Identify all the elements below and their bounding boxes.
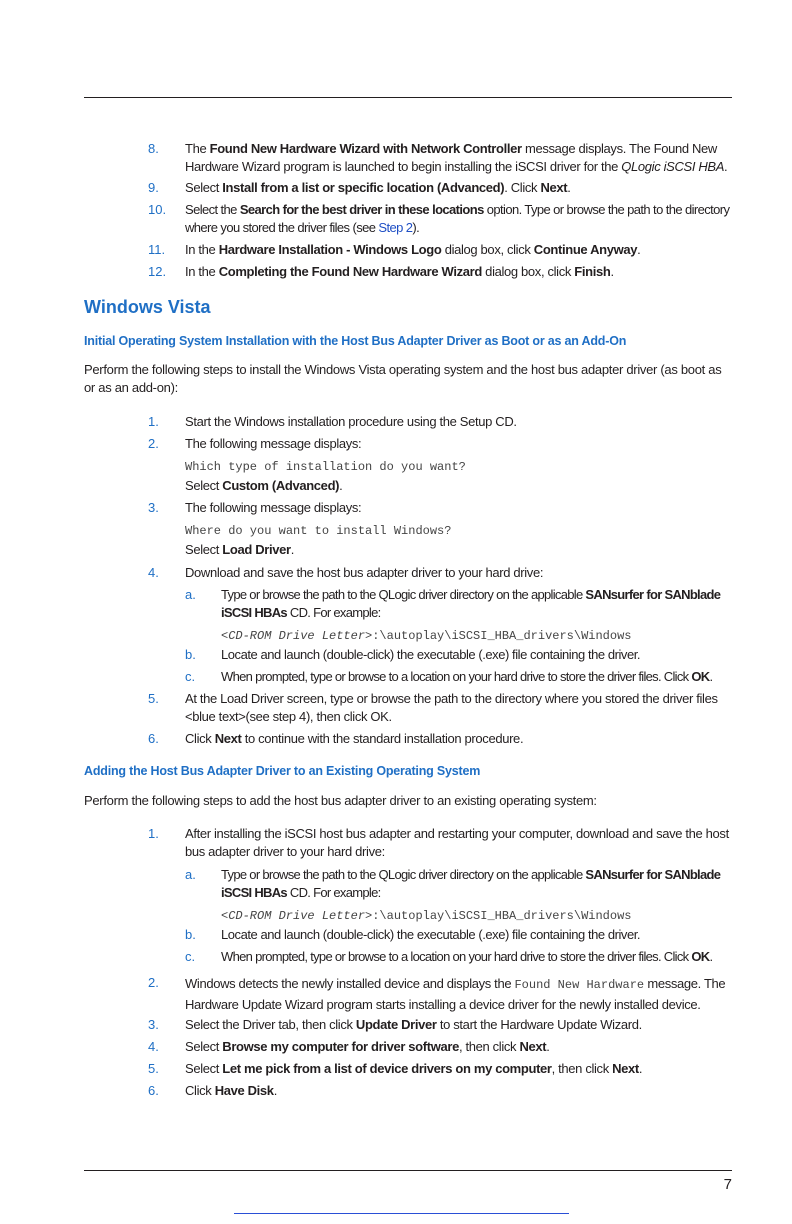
- step-text: In the Completing the Found New Hardware Wizard dialog box, click Finish.: [185, 264, 614, 279]
- step-text: Select Let me pick from a list of device drivers on my computer, then click Next.: [185, 1061, 643, 1076]
- intro-paragraph: Perform the following steps to add the host bus adapter driver to an existing operating system:: [84, 793, 597, 808]
- step-number: 4.: [148, 1039, 159, 1054]
- step-number: 6.: [148, 1083, 159, 1098]
- code-sample: Which type of installation do you want?: [185, 460, 466, 474]
- step-number: 11.: [148, 242, 166, 257]
- substep-letter: b.: [185, 927, 196, 942]
- step-number: 5.: [148, 1061, 159, 1076]
- step-number: 2.: [148, 436, 159, 451]
- substep-text: Type or browse the path to the QLogic driver directory on the applicable SANsurfer for SANblade iSCSI HBAs CD. For example:: [221, 867, 721, 900]
- step-text: The following message displays:: [185, 500, 362, 515]
- step-text: After installing the iSCSI host bus adapter and restarting your computer, download and save the host bus adapter driver to your hard drive:: [185, 826, 729, 859]
- step-text: Select Install from a list or specific location (Advanced). Click Next.: [185, 180, 571, 195]
- step-text: Windows detects the newly installed device and displays the Found New Hardware message. The Hardware Update Wizard program starts installing a device driver for the newly installed device.: [185, 976, 726, 1012]
- substep-text: Locate and launch (double-click) the executable (.exe) file containing the driver.: [221, 647, 641, 662]
- substep-letter: a.: [185, 867, 196, 882]
- subsection-heading: Adding the Host Bus Adapter Driver to an Existing Operating System: [84, 764, 481, 778]
- substep-text: When prompted, type or browse to a location on your hard drive to store the driver files. Click OK.: [221, 949, 713, 964]
- step-number: 9.: [148, 180, 159, 195]
- step-number: 10.: [148, 202, 167, 217]
- step-text: The Found New Hardware Wizard with Network Controller message displays. The Found New Hardware Wizard program is launched to begin installing the iSCSI driver for the QLogic iSCSI HBA.: [185, 141, 728, 174]
- subsection-heading: Initial Operating System Installation with the Host Bus Adapter Driver as Boot or as an Add-On: [84, 334, 627, 348]
- substep-text: Locate and launch (double-click) the executable (.exe) file containing the driver.: [221, 927, 641, 942]
- step-text: Start the Windows installation procedure using the Setup CD.: [185, 414, 517, 429]
- step-text: In the Hardware Installation - Windows Logo dialog box, click Continue Anyway.: [185, 242, 641, 257]
- step-number: 3.: [148, 500, 159, 515]
- substep-text: Type or browse the path to the QLogic driver directory on the applicable SANsurfer for SANblade iSCSI HBAs CD. For example:: [221, 587, 721, 620]
- step-text: Select Custom (Advanced).: [185, 478, 343, 493]
- code-sample: Where do you want to install Windows?: [185, 524, 452, 538]
- footer-link-underline[interactable]: [234, 1213, 569, 1214]
- substep-text: When prompted, type or browse to a location on your hard drive to store the driver files. Click OK.: [221, 669, 713, 684]
- step-number: 1.: [148, 826, 159, 841]
- code-path: <CD-ROM Drive Letter>:\autoplay\iSCSI_HBA_drivers\Windows: [221, 909, 632, 923]
- step-text: The following message displays:: [185, 436, 362, 451]
- step-text: Download and save the host bus adapter driver to your hard drive:: [185, 565, 544, 580]
- substep-letter: b.: [185, 647, 196, 662]
- step-text: Click Next to continue with the standard installation procedure.: [185, 731, 524, 746]
- step-text: Select Load Driver.: [185, 542, 294, 557]
- step-number: 12.: [148, 264, 167, 279]
- step-number: 2.: [148, 975, 159, 990]
- step-number: 6.: [148, 731, 159, 746]
- step-number: 8.: [148, 141, 159, 156]
- step-number: 1.: [148, 414, 159, 429]
- step-text: Select the Driver tab, then click Update Driver to start the Hardware Update Wizard.: [185, 1017, 642, 1032]
- code-path: <CD-ROM Drive Letter>:\autoplay\iSCSI_HBA_drivers\Windows: [221, 629, 632, 643]
- step-text: Click Have Disk.: [185, 1083, 277, 1098]
- step-number: 4.: [148, 565, 159, 580]
- substep-letter: c.: [185, 949, 196, 964]
- step-2-link[interactable]: Step 2: [378, 220, 413, 235]
- page-number: 7: [723, 1176, 732, 1193]
- substep-letter: c.: [185, 669, 196, 684]
- step-number: 5.: [148, 691, 159, 706]
- step-text: At the Load Driver screen, type or browse the path to the directory where you stored the driver files <blue text>(see step 4), then click OK.: [185, 691, 718, 724]
- header-rule: [84, 97, 732, 98]
- substep-letter: a.: [185, 587, 196, 602]
- footer-rule: [84, 1170, 732, 1171]
- section-heading: Windows Vista: [84, 297, 211, 317]
- step-text: Select Browse my computer for driver software, then click Next.: [185, 1039, 550, 1054]
- step-text: Select the Search for the best driver in these locations option. Type or browse the path to the directory where you stored the driver files (see Step 2).: [185, 202, 730, 235]
- intro-paragraph: Perform the following steps to install the Windows Vista operating system and the host bus adapter driver (as boot as or as an add-on):: [84, 362, 722, 395]
- step-number: 3.: [148, 1017, 159, 1032]
